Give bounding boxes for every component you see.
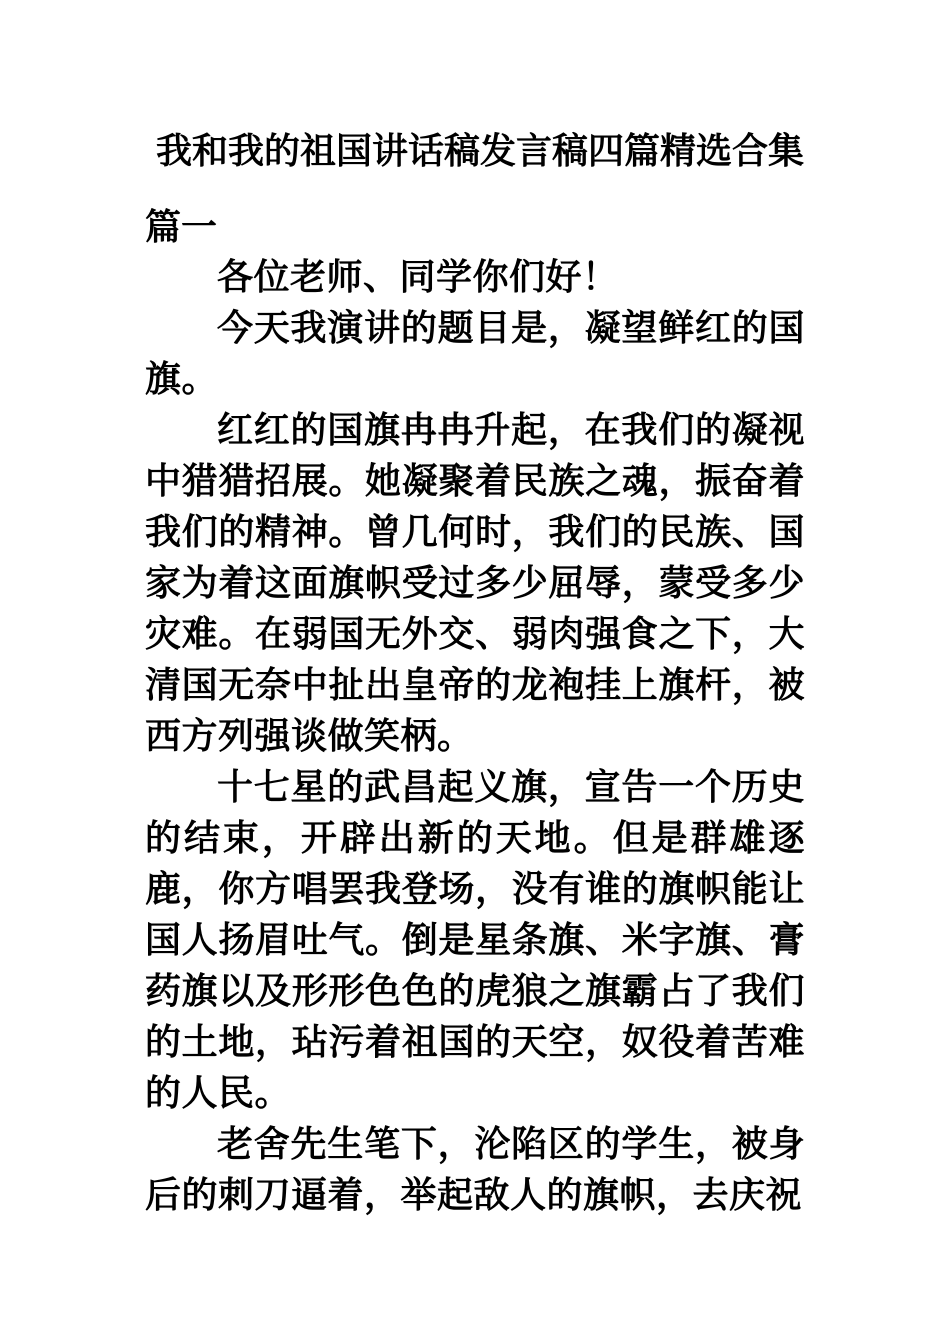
document-body [145,252,805,1221]
paragraph-greeting: 各位老师、同学你们好！ [217,257,619,298]
paragraph-topic: 今天我演讲的题目是，凝望鲜红的国旗。 [145,308,805,400]
paragraph-laoshe: 老舍先生笔下，沦陷区的学生，被身后的刺刀逼着，举起敌人的旗帜，去庆祝 [145,1124,805,1216]
document-title: 我和我的祖国讲话稿发言稿四篇精选合集 [155,131,804,172]
paragraph-flag: 红红的国旗冉冉升起，在我们的凝视中猎猎招展。她凝聚着民族之魂，振奋着我们的精神。曾几何时，我们的民族、国家为着这面旗帜受过多少屈辱，蒙受多少灾难。在弱国无外交、弱肉强食之下，大清国无奈中扯出皇帝的龙袍挂上旗杆，被西方列强谈做笑柄。 [145,410,805,757]
paragraph-history: 十七星的武昌起义旗，宣告一个历史的结束，开辟出新的天地。但是群雄逐鹿，你方唱罢我登场，没有谁的旗帜能让国人扬眉吐气。倒是星条旗、米字旗、膏药旗以及形形色色的虎狼之旗霸占了我们的土地，玷污着祖国的天空，奴役着苦难的人民。 [145,767,805,1114]
section-heading: 篇一 [145,207,218,248]
